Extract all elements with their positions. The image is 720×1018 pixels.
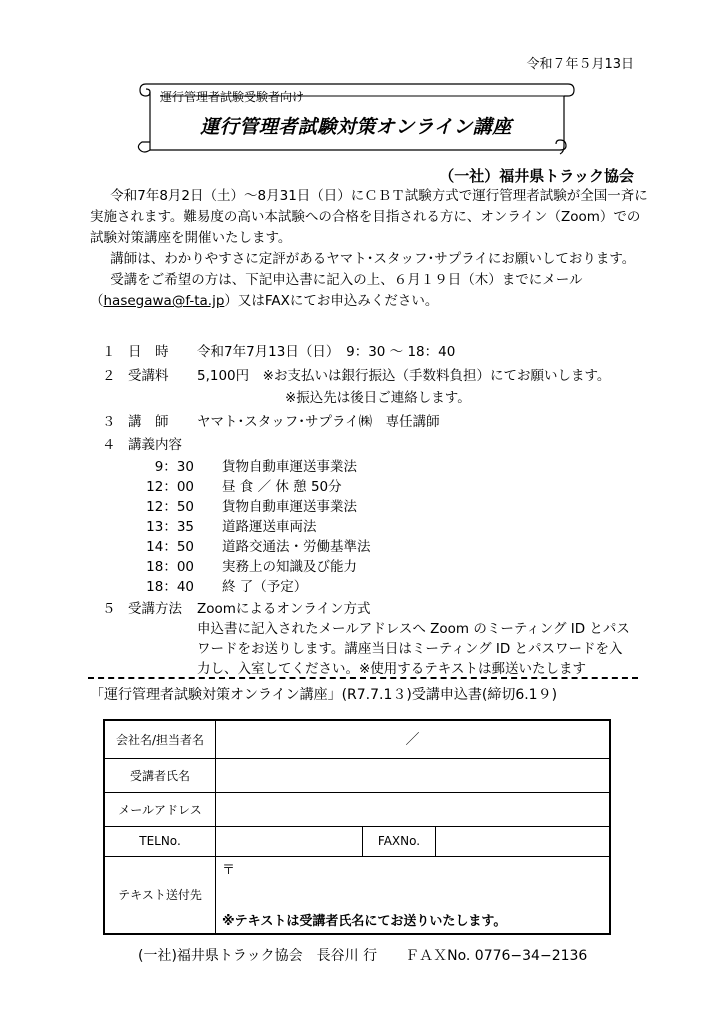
item-date-label: 日 時 (128, 344, 169, 360)
document-date: 令和７年５月13日 (526, 57, 634, 72)
title-scroll-banner (136, 80, 576, 158)
application-form-title: 「運行管理者試験対策オンライン講座」(R7.7.1３)受講申込書(締切6.1９) (90, 687, 558, 703)
item-fee-number: ２ (102, 368, 116, 384)
schedule-time: 9：30 (154, 459, 194, 475)
item-method-number: ５ (102, 601, 116, 617)
item-method-line-3: 力し、入室してください。※使用するテキストは郵送いたします (197, 661, 587, 677)
item-method-line-1: 申込書に記入されたメールアドレスへ Zoom のミーティング ID とパス (197, 621, 630, 637)
schedule-topic: 実務上の知識及び能力 (222, 559, 357, 575)
schedule-topic: 終 了（予定） (222, 579, 308, 595)
intro-paragraph-1: 令和7年8月2日（土）～8月31日（日）にＣＢＴ試験方式で運行管理者試験が全国一斉に実施されます。難易度の高い本試験への合格を目指される方に、オンライン（Zoom）での試験対策講座を開催いたします。 (90, 188, 648, 246)
schedule-time: 18：40 (146, 579, 194, 595)
schedule-time: 12：50 (146, 499, 194, 515)
attendee-name-field[interactable] (216, 758, 611, 792)
company-contact-field[interactable] (216, 720, 611, 758)
schedule-topic: 貨物自動車運送事業法 (222, 459, 357, 475)
item-fee-value: 5,100円 ※お支払いは銀行振込（手数料負担）にてお願いします。 (197, 368, 611, 384)
contact-email-link[interactable]: hasegawa@f-ta.jp (103, 293, 225, 309)
fax-field[interactable] (436, 826, 611, 856)
text-address-field[interactable] (216, 856, 611, 934)
application-form-table (103, 719, 611, 935)
schedule-time: 18：00 (146, 559, 194, 575)
intro-paragraph-3: 受講をご希望の方は、下記申込書に記入の上、６月１９日（木）までにメール（hasegawa@f-ta.jp）又はFAXにてお申込みください。 (90, 272, 583, 309)
item-method-value: Zoomによるオンライン方式 (197, 601, 371, 617)
schedule-time: 13：35 (146, 519, 194, 535)
footer-contact: (一社)福井県トラック協会 長谷川 行 ＦＡＸNo. 0776−34−2136 (138, 948, 588, 964)
intro-paragraph-2: 講師は、わかりやすさに定評があるヤマト･スタッフ･サプライにお願いしております。 (110, 251, 636, 267)
item-lecturer-number: ３ (102, 414, 116, 430)
item-date-value: 令和7年7月13日（日） 9：30 ～ 18：40 (197, 344, 456, 360)
cut-line-divider (88, 677, 638, 679)
schedule-time: 12：00 (146, 479, 194, 495)
text-address-label: テキスト送付先 (104, 856, 216, 934)
tel-field[interactable] (216, 826, 363, 856)
fax-label: FAXNo. (363, 826, 436, 856)
banner-title: 運行管理者試験対策オンライン講座 (200, 116, 512, 138)
item-fee-label: 受講料 (128, 368, 169, 384)
postal-mark: 〒 (222, 862, 236, 878)
item-date-number: １ (102, 344, 116, 360)
schedule-topic: 貨物自動車運送事業法 (222, 499, 357, 515)
organization-name: （一社）福井県トラック協会 (439, 167, 634, 185)
schedule-topic: 道路運送車両法 (222, 519, 317, 535)
tel-label: TELNo. (104, 826, 216, 856)
schedule-topic: 昼 食 ／ 休 憩 50分 (222, 479, 342, 495)
item-method-line-2: ワードをお送りします。講座当日はミーティング ID とパスワードを入 (197, 641, 623, 657)
attendee-name-label: 受講者氏名 (104, 758, 216, 792)
item-content-label: 講義内容 (128, 437, 182, 453)
text-delivery-note: ※テキストは受講者氏名にてお送りいたします。 (222, 914, 507, 929)
company-contact-label: 会社名/担当者名 (104, 720, 216, 758)
company-contact-separator: ／ (405, 732, 420, 749)
banner-subtitle: 運行管理者試験受験者向け (160, 90, 305, 104)
item-content-number: ４ (102, 437, 116, 453)
intro-section (90, 186, 650, 312)
item-fee-note: ※振込先は後日ご連絡します。 (285, 390, 471, 406)
item-lecturer-value: ヤマト･スタッフ･サプライ㈱ 専任講師 (197, 414, 440, 430)
item-lecturer-label: 講 師 (128, 414, 169, 430)
schedule-topic: 道路交通法・労働基準法 (222, 539, 371, 555)
email-field[interactable] (216, 792, 611, 826)
schedule-time: 14：50 (146, 539, 194, 555)
email-label: メールアドレス (104, 792, 216, 826)
item-method-label: 受講方法 (128, 601, 182, 617)
